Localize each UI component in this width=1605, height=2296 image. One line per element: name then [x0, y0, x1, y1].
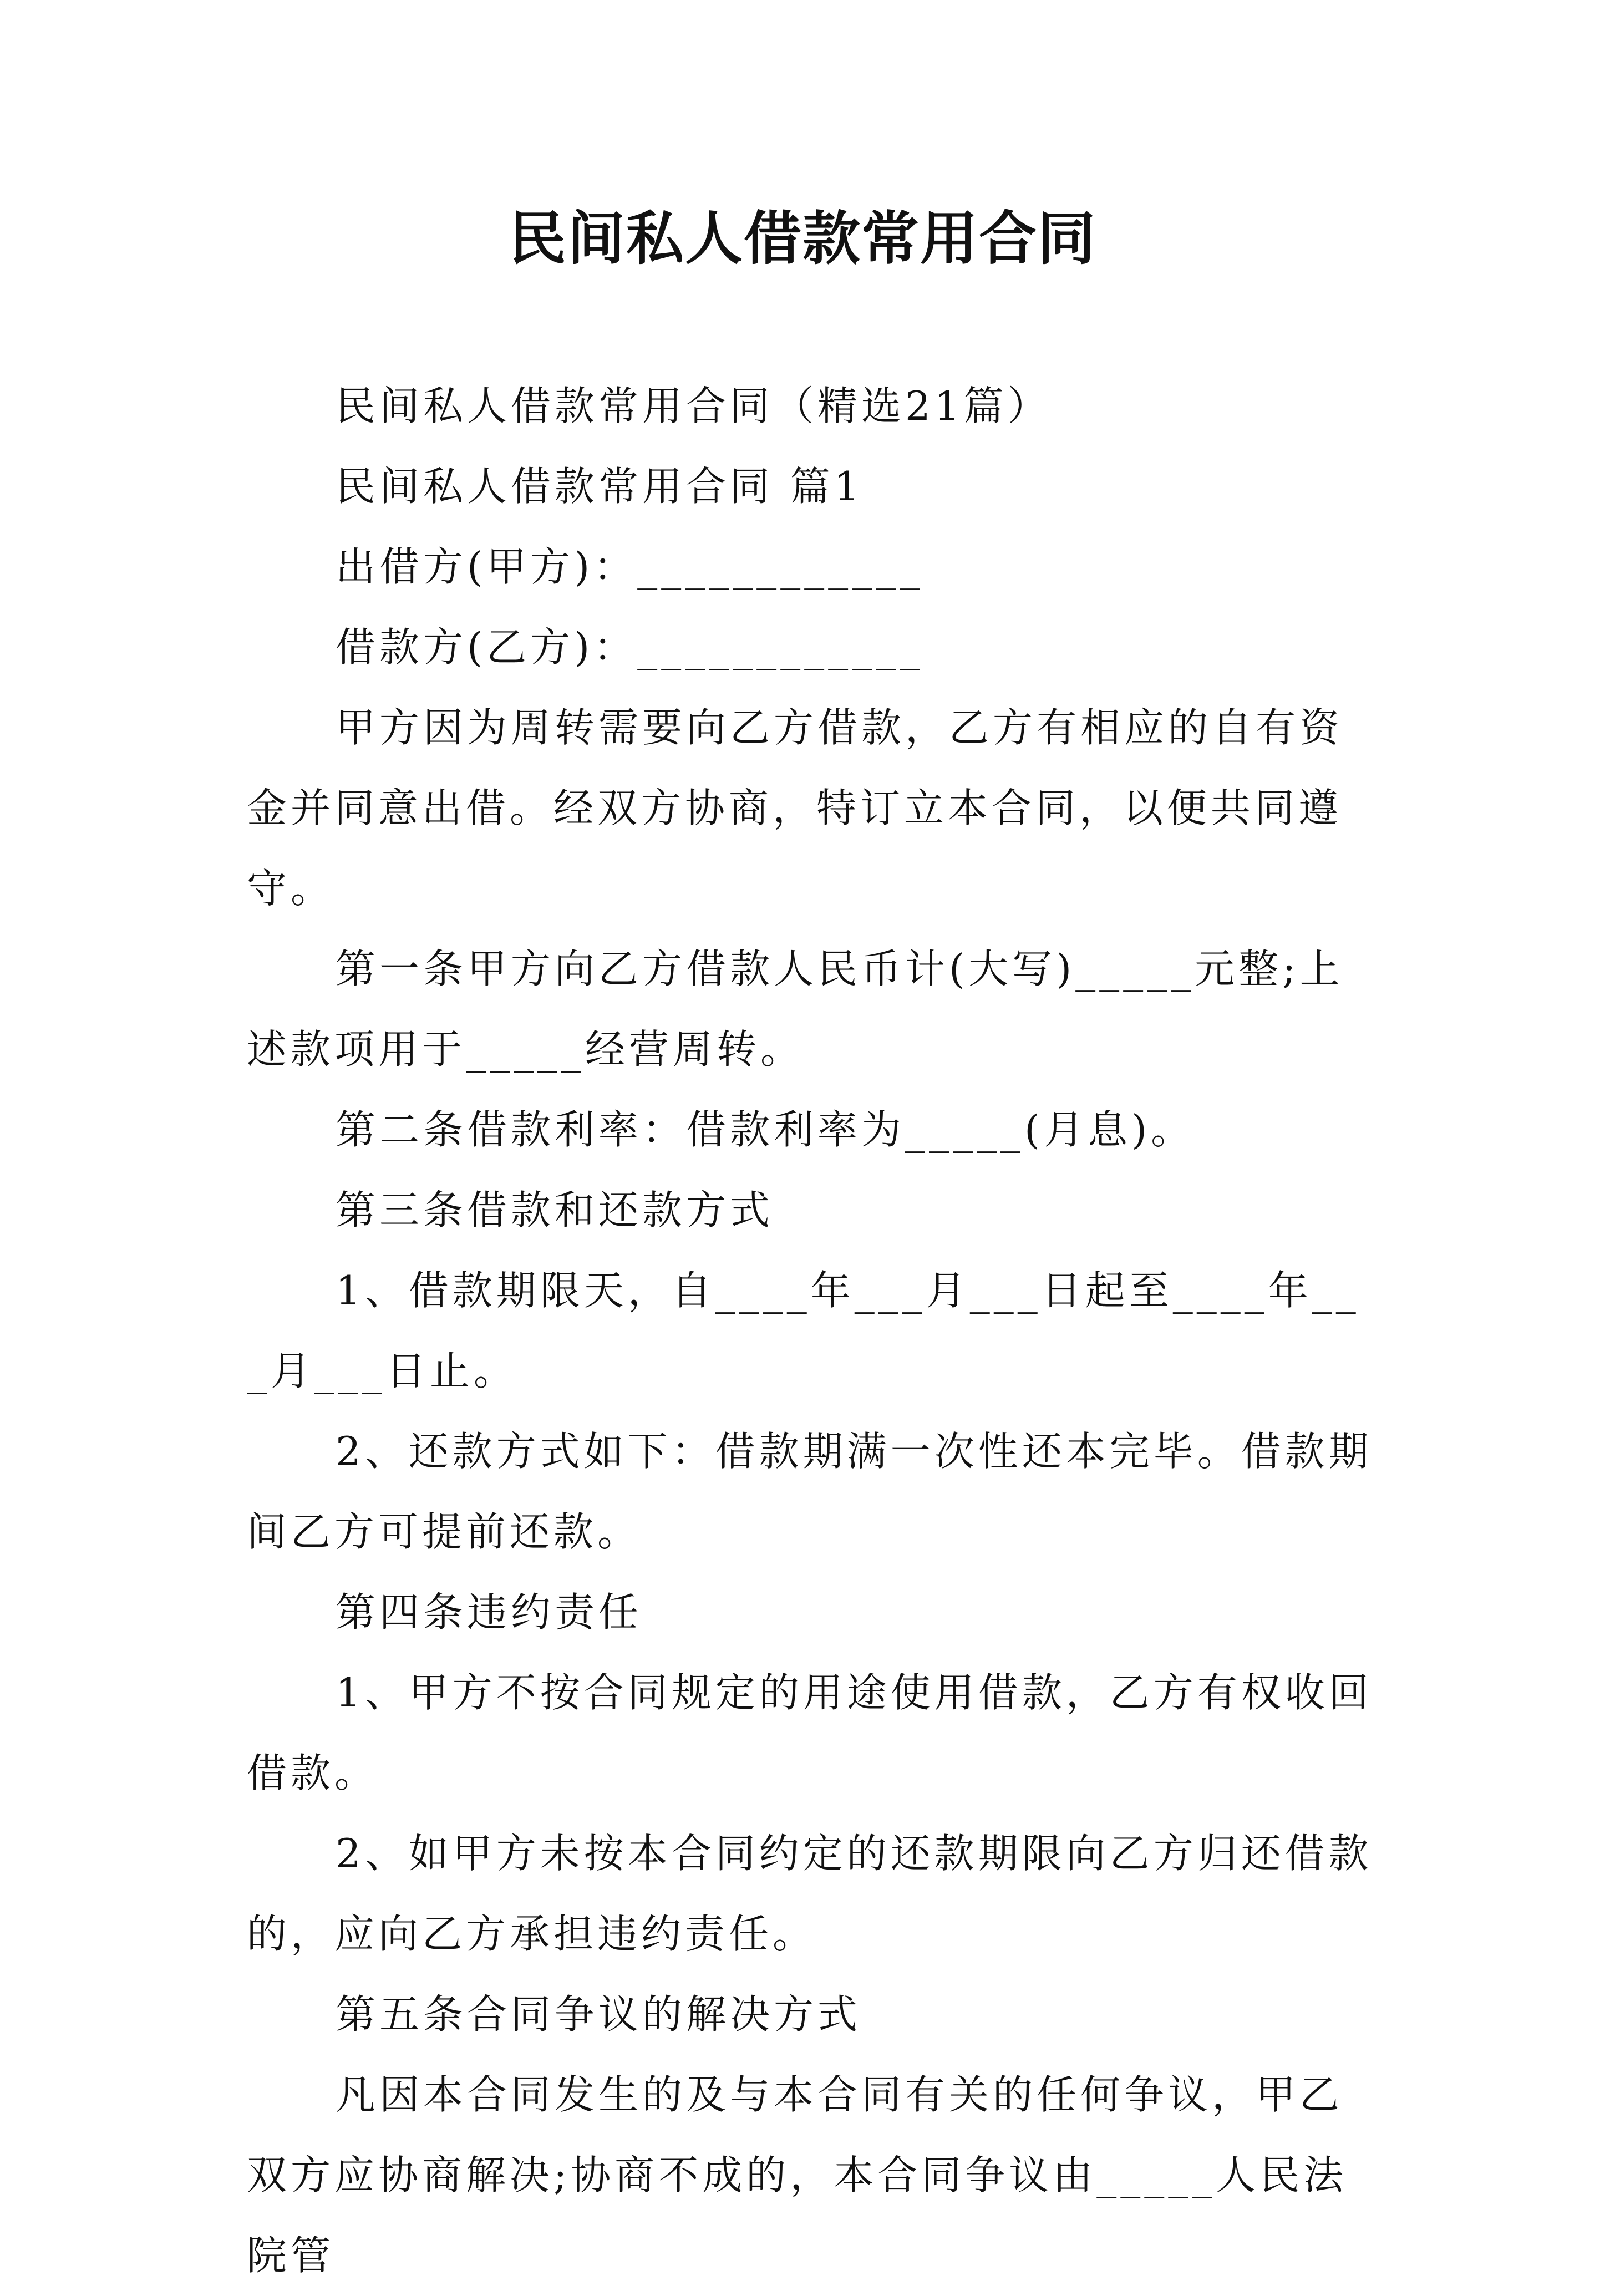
paragraph-article-1: 第一条甲方向乙方借款人民币计(大写)_____元整;上述款项用于_____经营周转。 — [247, 946, 1344, 1073]
paragraph-article-4-item-1: 1、甲方不按合同规定的用途使用借款，乙方有权收回借款。 — [247, 1669, 1373, 1796]
paragraph-article-2: 第二条借款利率：借款利率为_____(月息)。 — [336, 1106, 1195, 1153]
document-body — [247, 366, 1378, 2296]
paragraph-article-5-heading: 第五条合同争议的解决方式 — [336, 1991, 862, 2038]
paragraph-lender: 出借方(甲方)：____________ — [336, 543, 924, 590]
paragraph-subtitle: 民间私人借款常用合同（精选21篇） — [336, 383, 1052, 429]
document-title: 民间私人借款常用合同 — [508, 204, 1096, 272]
paragraph-article-3-item-2: 2、还款方式如下：借款期满一次性还本完毕。借款期间乙方可提前还款。 — [247, 1428, 1373, 1555]
paragraph-article-3-heading: 第三条借款和还款方式 — [336, 1187, 774, 1233]
paragraph-section-heading: 民间私人借款常用合同 篇1 — [336, 463, 864, 510]
paragraph-article-4-item-2: 2、如甲方未按本合同约定的还款期限向乙方归还借款的，应向乙方承担违约责任。 — [247, 1830, 1373, 1957]
paragraph-article-4-heading: 第四条违约责任 — [336, 1589, 643, 1635]
paragraph-intro: 甲方因为周转需要向乙方借款，乙方有相应的自有资金并同意出借。经双方协商，特订立本合同，以便共同遵守。 — [247, 704, 1344, 912]
paragraph-article-3-item-1: 1、借款期限天，自____年___月___日起至____年___月___日止。 — [247, 1267, 1360, 1394]
paragraph-borrower: 借款方(乙方)：____________ — [336, 624, 924, 670]
paragraph-article-5-body: 凡因本合同发生的及与本合同有关的任何争议，甲乙双方应协商解决;协商不成的，本合同争议由_____人民法院管 — [247, 2071, 1348, 2279]
